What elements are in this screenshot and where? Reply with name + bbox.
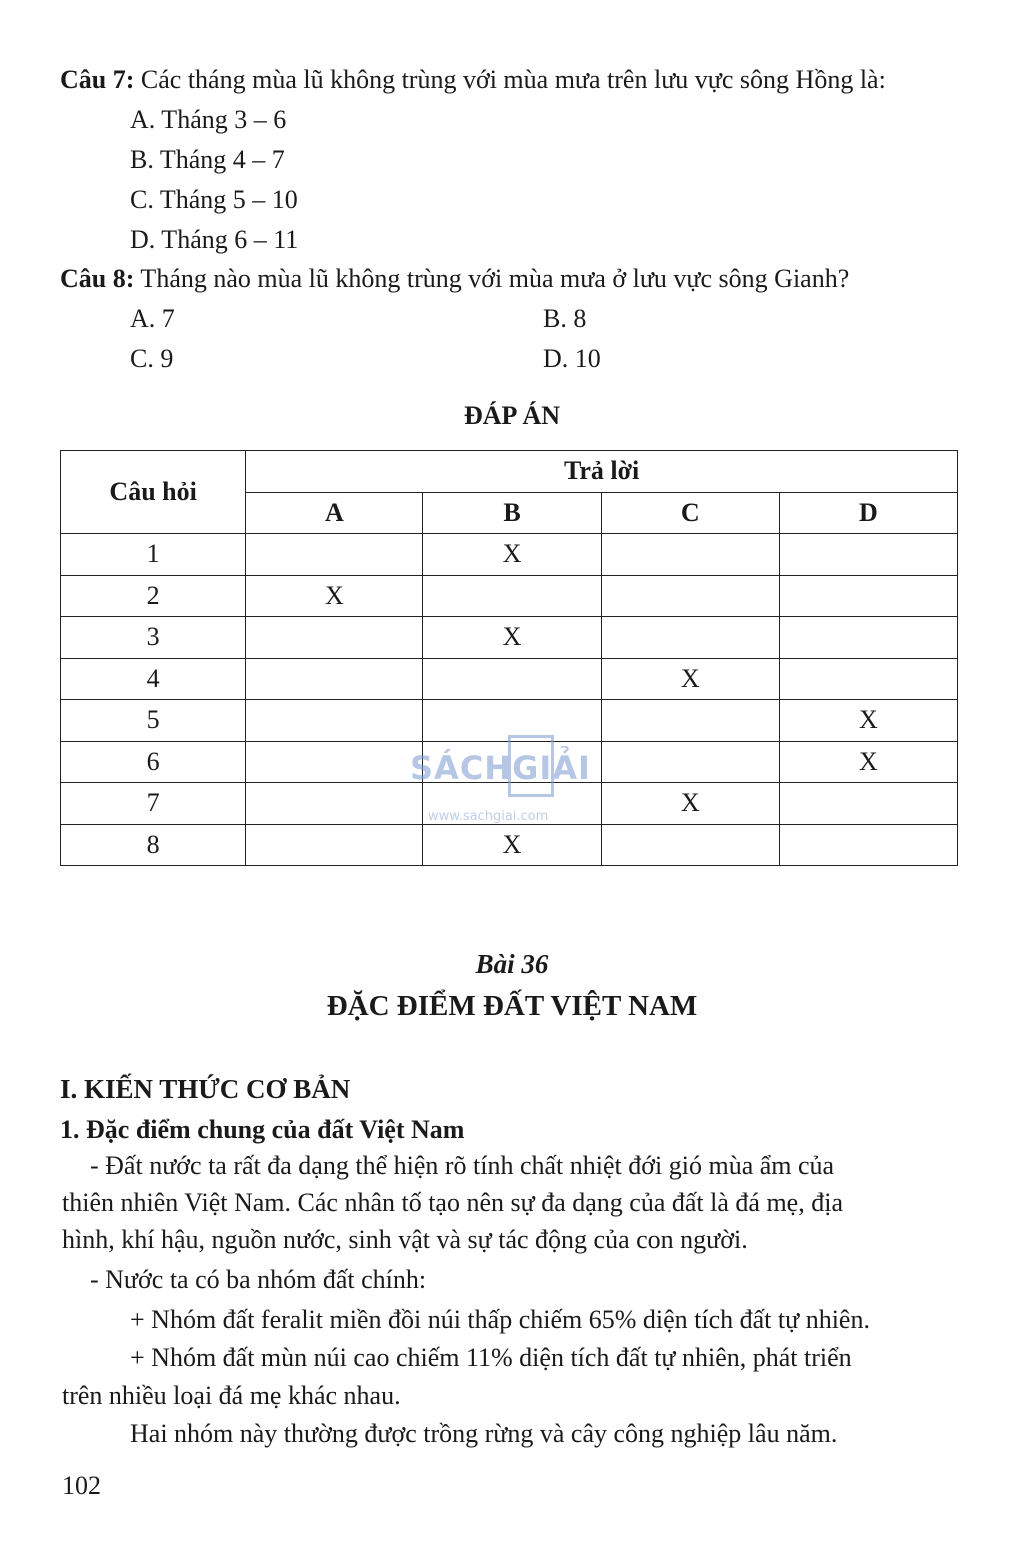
question-7-option-d: D. Tháng 6 – 11 xyxy=(130,225,299,254)
lesson-number: Bài 36 xyxy=(475,949,549,979)
question-8-option-b: B. 8 xyxy=(543,304,587,333)
answer-cell xyxy=(423,783,601,825)
question-8 xyxy=(60,263,849,295)
answer-cell: X xyxy=(246,575,423,617)
answer-cell: X xyxy=(423,824,601,866)
row-question-number: 8 xyxy=(61,824,246,866)
answer-cell: X xyxy=(601,783,779,825)
lesson-title: ĐẶC ĐIỂM ĐẤT VIỆT NAM xyxy=(326,990,698,1022)
row-question-number: 2 xyxy=(61,575,246,617)
header-col-a: A xyxy=(246,492,423,534)
answer-cell: X xyxy=(779,741,957,783)
answer-cell: X xyxy=(601,658,779,700)
answer-cell: X xyxy=(423,617,601,659)
answer-cell xyxy=(779,824,957,866)
header-answer: Trả lời xyxy=(246,451,958,493)
answer-cell xyxy=(779,534,957,576)
answer-cell xyxy=(779,617,957,659)
table-row xyxy=(61,534,958,576)
row-question-number: 5 xyxy=(61,700,246,742)
section-subheading: 1. Đặc điểm chung của đất Việt Nam xyxy=(60,1115,465,1144)
answer-cell xyxy=(246,617,423,659)
answer-cell: X xyxy=(423,534,601,576)
bullet-2-line-1: + Nhóm đất mùn núi cao chiếm 11% diện tích đất tự nhiên, phát triển xyxy=(130,1343,852,1372)
watermark-logo-right: IẢI xyxy=(539,749,591,787)
answer-cell xyxy=(423,658,601,700)
paragraph-1-line-3: hình, khí hậu, nguồn nước, sinh vật và sự tác động của con người. xyxy=(62,1225,748,1254)
header-col-c: C xyxy=(601,492,779,534)
question-8-option-a: A. 7 xyxy=(130,304,175,333)
header-question: Câu hỏi xyxy=(61,451,246,534)
question-7-option-b: B. Tháng 4 – 7 xyxy=(130,145,285,174)
watermark-url: www.sachgiai.com xyxy=(428,809,549,824)
answer-cell xyxy=(423,741,601,783)
section-heading: I. KIẾN THỨC CƠ BẢN xyxy=(60,1074,351,1104)
question-7-option-c: C. Tháng 5 – 10 xyxy=(130,185,298,214)
question-7-label: Câu 7: xyxy=(60,65,135,94)
header-col-b: B xyxy=(423,492,601,534)
question-8-label: Câu 8: xyxy=(60,264,135,293)
watermark-logo-left: SÁCH xyxy=(410,749,513,787)
answer-cell xyxy=(246,824,423,866)
answer-cell xyxy=(601,824,779,866)
question-7-text: Các tháng mùa lũ không trùng với mùa mưa trên lưu vực sông Hồng là: xyxy=(134,65,886,94)
row-question-number: 7 xyxy=(61,783,246,825)
answer-cell xyxy=(601,534,779,576)
answer-cell xyxy=(601,700,779,742)
answer-cell xyxy=(246,534,423,576)
paragraph-1-line-2: thiên nhiên Việt Nam. Các nhân tố tạo nên sự đa dạng của đất là đá mẹ, địa xyxy=(62,1188,843,1217)
question-8-option-d: D. 10 xyxy=(543,344,601,373)
answer-cell xyxy=(779,658,957,700)
answer-cell xyxy=(779,575,957,617)
header-col-d: D xyxy=(779,492,957,534)
answer-cell xyxy=(423,575,601,617)
paragraph-3: Hai nhóm này thường được trồng rừng và cây công nghiệp lâu năm. xyxy=(130,1419,838,1448)
table-row xyxy=(61,658,958,700)
table-row xyxy=(61,617,958,659)
answer-cell: X xyxy=(779,700,957,742)
row-question-number: 1 xyxy=(61,534,246,576)
answer-cell xyxy=(779,783,957,825)
paragraph-1-line-1: - Đất nước ta rất đa dạng thể hiện rõ tính chất nhiệt đới gió mùa ẩm của xyxy=(90,1151,835,1180)
bullet-2-line-2: trên nhiều loại đá mẹ khác nhau. xyxy=(62,1381,401,1410)
row-question-number: 6 xyxy=(61,741,246,783)
answer-cell xyxy=(246,741,423,783)
table-row xyxy=(61,700,958,742)
answer-title: ĐÁP ÁN xyxy=(463,401,561,430)
answer-cell xyxy=(246,700,423,742)
answer-cell xyxy=(423,700,601,742)
answer-cell xyxy=(601,617,779,659)
answer-cell xyxy=(601,575,779,617)
page-number: 102 xyxy=(62,1471,101,1500)
answer-cell xyxy=(246,783,423,825)
table-row xyxy=(61,741,958,783)
question-8-option-c: C. 9 xyxy=(130,344,174,373)
question-8-text: Tháng nào mùa lũ không trùng với mùa mưa ở lưu vực sông Gianh? xyxy=(134,264,850,293)
table-row xyxy=(61,783,958,825)
table-row xyxy=(61,824,958,866)
paragraph-2: - Nước ta có ba nhóm đất chính: xyxy=(90,1265,427,1294)
table-row xyxy=(61,575,958,617)
question-7-option-a: A. Tháng 3 – 6 xyxy=(130,105,287,134)
question-7 xyxy=(60,64,886,96)
watermark-logo-box-letter: G xyxy=(512,749,540,787)
answer-cell xyxy=(601,741,779,783)
row-question-number: 3 xyxy=(61,617,246,659)
answer-table xyxy=(60,450,958,866)
row-question-number: 4 xyxy=(61,658,246,700)
answer-cell xyxy=(246,658,423,700)
bullet-1: + Nhóm đất feralit miền đồi núi thấp chiếm 65% diện tích đất tự nhiên. xyxy=(130,1305,870,1334)
